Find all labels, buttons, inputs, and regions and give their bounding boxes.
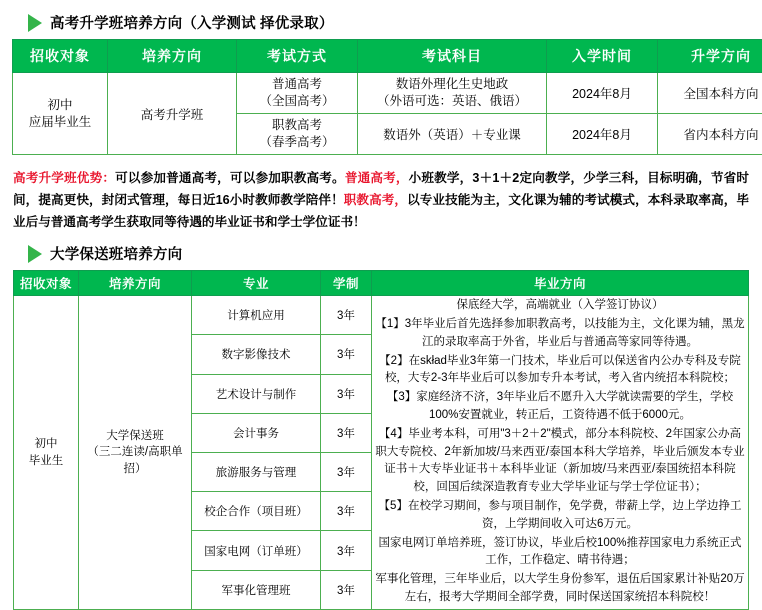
col2-direction: 培养方向 xyxy=(79,271,192,296)
cell2-object xyxy=(14,296,79,610)
gaokao-table xyxy=(12,39,762,155)
exam-mode-1-line1: 普通高考 xyxy=(272,77,322,91)
cell-object xyxy=(13,73,108,155)
cell-object-line1: 初中 xyxy=(47,98,72,112)
exam-mode-2-line2: （春季高考） xyxy=(259,135,334,149)
cell2-direction-line2: （三二连读/高职单招） xyxy=(87,446,182,474)
cell2-years: 3年 xyxy=(321,335,372,374)
play-triangle-icon xyxy=(28,14,42,32)
cell-path-1: 全国本科方向 xyxy=(658,73,762,114)
col2-object: 招收对象 xyxy=(14,271,79,296)
exam-mode-1-line2: （全国高考） xyxy=(259,94,334,108)
grad-line-2: 【2】在skład毕业3年第一门技术，毕业后可以保送省内公办专科及专院校，大专2-3年毕业后可以参加专升本考试，考入省内统招本科院校； xyxy=(374,353,746,389)
cell2-years: 3年 xyxy=(321,296,372,335)
col2-major: 专业 xyxy=(192,271,321,296)
col2-years: 学制 xyxy=(321,271,372,296)
grad-line-7: 军事化管理，三年毕业后，以大学生身份参军，退伍后国家累计补贴20万左右，报考大学期间全部学费，同时保送国家统招本科院校！ xyxy=(374,571,746,607)
cell2-major: 旅游服务与管理 xyxy=(192,452,321,491)
cell2-direction-line1: 大学保送班 xyxy=(106,430,164,442)
col-exam-mode: 考试方式 xyxy=(237,40,358,73)
section-heading-baosong xyxy=(12,243,750,264)
cell2-major: 计算机应用 xyxy=(192,296,321,335)
table-row xyxy=(14,296,749,335)
section-title-gaokao: 高考升学班培养方向（入学测试 择优录取） xyxy=(50,12,334,33)
cell2-major: 数字影像技术 xyxy=(192,335,321,374)
advantage-highlight-2: 职教高考， xyxy=(344,193,407,207)
cell2-major: 国家电网（订单班） xyxy=(192,531,321,570)
subjects-1-line1: 数语外理化生史地政 xyxy=(396,77,509,91)
cell-exam-mode-1 xyxy=(237,73,358,114)
cell2-direction xyxy=(79,296,192,610)
cell-direction: 高考升学班 xyxy=(108,73,237,155)
advantage-highlight-1: 普通高考， xyxy=(345,171,409,185)
advantage-text-2: 小班教学，3＋1＋2定向教学，少学三科，目标明确，节省时间，提高更快，封闭式管理，每日近16小时教师教学陪伴！ xyxy=(13,171,749,207)
play-triangle-icon xyxy=(28,245,42,263)
col-direction: 培养方向 xyxy=(108,40,237,73)
section-heading-gaokao xyxy=(12,12,750,33)
advantage-text-1: 可以参加普通高考，可以参加职教高考。 xyxy=(115,171,345,185)
cell-entry-time-1: 2024年8月 xyxy=(547,73,658,114)
advantage-text-3: 以专业技能为主，文化课为辅的考试模式，本科录取率高，毕业后与普通高考学生获取同等待遇的毕业证书和学士学位证书！ xyxy=(13,193,749,229)
advantage-lead: 高考升学班优势： xyxy=(13,171,115,185)
cell-path-2: 省内本科方向 xyxy=(658,114,762,155)
exam-mode-2-line1: 职教高考 xyxy=(272,118,322,132)
cell-subjects-2: 数语外（英语）＋专业课 xyxy=(358,114,547,155)
cell2-years: 3年 xyxy=(321,374,372,413)
cell2-years: 3年 xyxy=(321,413,372,452)
subjects-1-line2: （外语可选：英语、俄语） xyxy=(377,94,527,108)
col-object: 招收对象 xyxy=(13,40,108,73)
grad-line-3: 【3】家庭经济不济，3年毕业后不愿升入大学就读需要的学生，学校100%安置就业，转正后，工资待遇不低于6000元。 xyxy=(374,389,746,425)
cell2-object-line2: 毕业生 xyxy=(29,455,64,467)
cell-object-line2: 应届毕业生 xyxy=(29,115,92,129)
cell2-object-line1: 初中 xyxy=(35,438,58,450)
table-header-row xyxy=(13,40,762,73)
advantage-paragraph xyxy=(13,167,749,233)
cell2-years: 3年 xyxy=(321,531,372,570)
cell2-major: 校企合作（项目班） xyxy=(192,492,321,531)
table-header-row xyxy=(14,271,749,296)
col-entry-time: 入学时间 xyxy=(547,40,658,73)
cell2-graduation xyxy=(372,296,749,610)
col-subjects: 考试科目 xyxy=(358,40,547,73)
cell-exam-mode-2 xyxy=(237,114,358,155)
baosong-table xyxy=(13,270,749,610)
cell-entry-time-2: 2024年8月 xyxy=(547,114,658,155)
cell2-years: 3年 xyxy=(321,452,372,491)
grad-line-4: 【4】毕业考本科，可用"3＋2＋2"模式，部分本科院校、2年国家公办高职大专院校、2年新加坡/马来西亚/泰国本科大学培养，毕业后颁发本专业证书＋大专毕业证书＋本科毕业证（新加坡/马来西亚/泰国统招本科院校，回国后续深造教育专业大学毕业证与学士学位证书）； xyxy=(374,426,746,497)
cell2-years: 3年 xyxy=(321,570,372,609)
grad-line-6: 国家电网订单培养班，签订协议，毕业后校100%推荐国家电力系统正式工作，工作稳定、晴书待遇； xyxy=(374,535,746,571)
cell2-major: 军事化管理班 xyxy=(192,570,321,609)
cell2-years: 3年 xyxy=(321,492,372,531)
cell2-major: 会计事务 xyxy=(192,413,321,452)
col2-graduation: 毕业方向 xyxy=(372,271,749,296)
grad-line-5: 【5】在校学习期间，参与项目制作，免学费，带薪上学，边上学边挣工资，上学期间收入可达6万元。 xyxy=(374,498,746,534)
section-title-baosong: 大学保送班培养方向 xyxy=(50,243,182,264)
cell-subjects-1 xyxy=(358,73,547,114)
grad-line-1: 【1】3年毕业后首先选择参加职教高考，以技能为主，文化课为辅，黑龙江的录取率高于外省，毕业后与普通高等家同等待遇。 xyxy=(374,316,746,352)
grad-line-0: 保底经大学，高端就业（入学签订协议） xyxy=(374,297,746,315)
col-path: 升学方向 xyxy=(658,40,762,73)
cell2-major: 艺术设计与制作 xyxy=(192,374,321,413)
table-row xyxy=(13,73,762,114)
